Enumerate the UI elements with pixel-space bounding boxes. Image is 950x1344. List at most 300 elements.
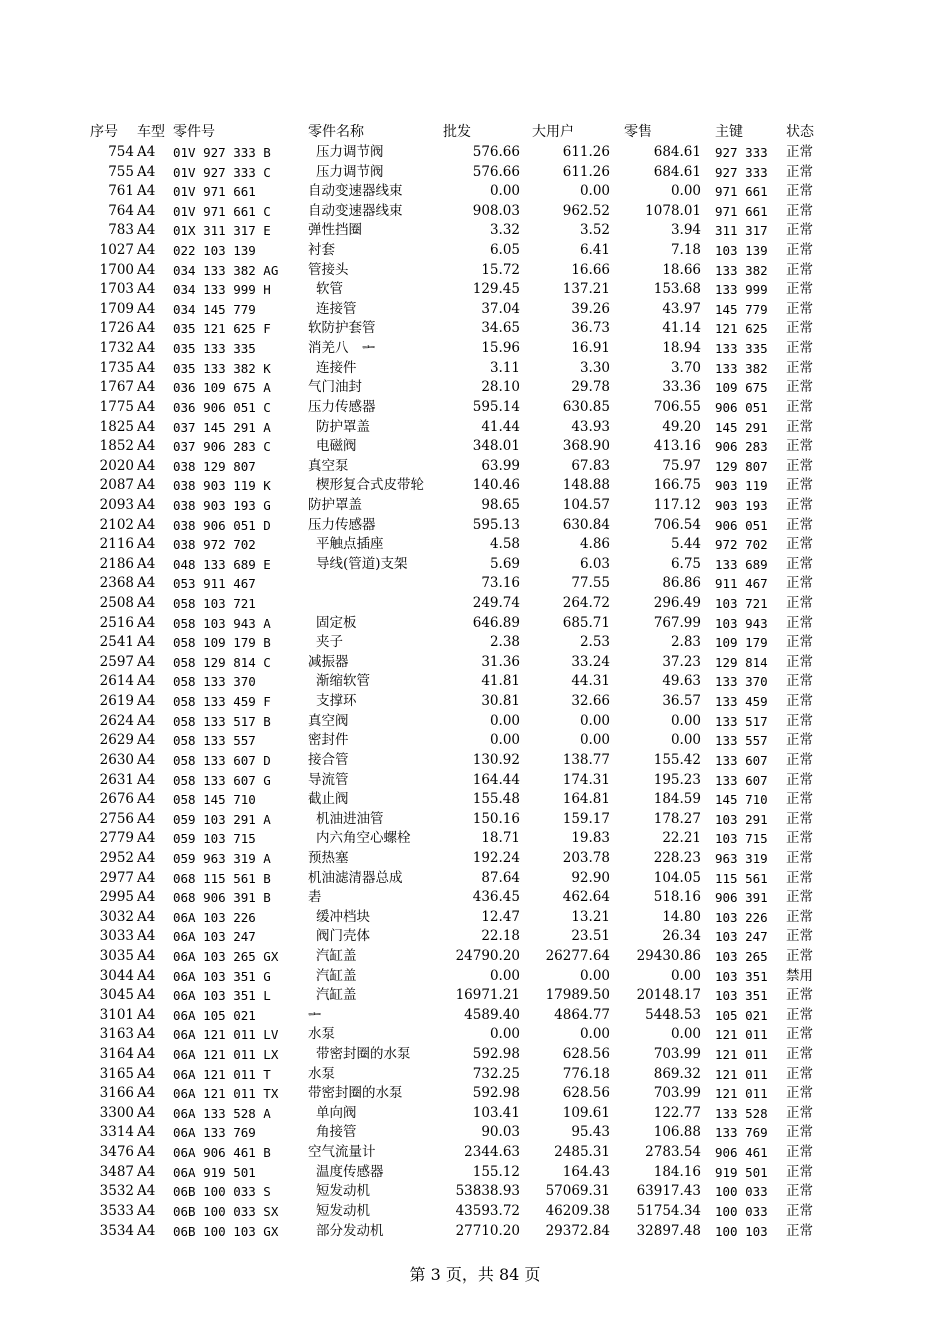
cell-wholesale: 41.44 <box>481 418 520 435</box>
cell-key: 129 807 <box>715 458 768 474</box>
cell-model: A4 <box>137 438 156 455</box>
cell-part-no: 06A 103 351 G <box>173 968 271 984</box>
cell-model: A4 <box>137 379 156 396</box>
cell-part-no: 06A 906 461 B <box>173 1145 271 1161</box>
cell-part-no: 037 906 283 C <box>173 439 271 455</box>
cell-big-user: 4.86 <box>579 536 610 553</box>
cell-big-user: 611.26 <box>562 163 610 180</box>
cell-retail: 32897.48 <box>636 1222 701 1239</box>
cell-wholesale: 103.41 <box>472 1104 520 1121</box>
table-row <box>0 1202 950 1222</box>
cell-model: A4 <box>137 732 156 749</box>
cell-wholesale: 53838.93 <box>455 1183 520 1200</box>
cell-wholesale: 63.99 <box>481 457 520 474</box>
cell-key: 133 382 <box>715 262 768 278</box>
cell-part-no: 06A 133 769 <box>173 1125 256 1141</box>
cell-part-no: 038 129 807 <box>173 458 256 474</box>
cell-status: 正常 <box>786 222 813 239</box>
cell-wholesale: 0.00 <box>489 732 520 749</box>
cell-big-user: 0.00 <box>579 183 610 200</box>
cell-key: 133 459 <box>715 694 768 710</box>
cell-status: 正常 <box>786 144 813 160</box>
cell-status: 正常 <box>786 712 813 729</box>
cell-big-user: 36.73 <box>571 320 610 337</box>
cell-big-user: 13.21 <box>571 908 610 925</box>
cell-part-no: 034 145 779 <box>173 301 256 317</box>
cell-big-user: 6.41 <box>579 242 610 259</box>
cell-model: A4 <box>137 536 156 553</box>
cell-wholesale: 0.00 <box>489 967 520 984</box>
cell-model: A4 <box>137 810 156 827</box>
cell-seq: 3300 <box>99 1104 134 1121</box>
cell-model: A4 <box>137 1183 156 1200</box>
table-row <box>0 418 950 438</box>
cell-big-user: 16.91 <box>571 340 610 357</box>
cell-key: 103 721 <box>715 596 768 612</box>
cell-retail: 153.68 <box>653 281 701 298</box>
cell-big-user: 3.30 <box>579 359 610 376</box>
cell-big-user: 174.31 <box>562 771 610 788</box>
cell-model: A4 <box>137 1124 156 1141</box>
table-row <box>0 437 950 457</box>
cell-big-user: 630.85 <box>562 398 610 415</box>
cell-key: 103 351 <box>715 968 768 984</box>
cell-big-user: 611.26 <box>562 144 610 160</box>
cell-big-user: 159.17 <box>562 810 610 827</box>
cell-part-no: 058 103 943 A <box>173 615 271 631</box>
table-row <box>0 339 950 359</box>
cell-name: 减振器 <box>308 653 349 670</box>
cell-big-user: 104.57 <box>562 496 610 513</box>
cell-retail: 684.61 <box>653 144 701 160</box>
cell-big-user: 44.31 <box>571 673 610 690</box>
cell-wholesale: 155.48 <box>472 791 520 808</box>
cell-model: A4 <box>137 1046 156 1063</box>
cell-big-user: 164.81 <box>562 791 610 808</box>
cell-wholesale: 732.25 <box>472 1065 520 1082</box>
cell-status: 正常 <box>786 536 813 553</box>
cell-part-no: 058 103 721 <box>173 596 256 612</box>
cell-name: 压力调节阀 <box>316 163 384 180</box>
cell-retail: 5.44 <box>670 536 701 553</box>
cell-status: 正常 <box>786 1183 813 1200</box>
cell-name: 角接管 <box>316 1124 357 1141</box>
cell-wholesale: 87.64 <box>481 869 520 886</box>
cell-seq: 2756 <box>99 810 134 827</box>
cell-status: 正常 <box>786 673 813 690</box>
cell-status: 正常 <box>786 751 813 768</box>
cell-model: A4 <box>137 1104 156 1121</box>
cell-part-no: 058 133 607 D <box>173 752 271 768</box>
cell-seq: 2093 <box>99 496 134 513</box>
cell-retail: 36.57 <box>662 693 701 710</box>
table-row <box>0 496 950 516</box>
cell-seq: 2631 <box>99 771 134 788</box>
cell-retail: 706.54 <box>653 516 701 533</box>
cell-wholesale: 249.74 <box>472 595 520 612</box>
cell-model: A4 <box>137 869 156 886</box>
cell-model: A4 <box>137 751 156 768</box>
cell-part-no: 059 103 715 <box>173 831 256 847</box>
cell-model: A4 <box>137 457 156 474</box>
table-row <box>0 1065 950 1085</box>
cell-key: 103 226 <box>715 909 768 925</box>
cell-retail: 3.94 <box>670 222 701 239</box>
table-row <box>0 1084 950 1104</box>
cell-wholesale: 5.69 <box>489 555 520 572</box>
cell-wholesale: 0.00 <box>489 712 520 729</box>
cell-key: 927 333 <box>715 145 768 160</box>
cell-wholesale: 15.72 <box>481 261 520 278</box>
cell-name: 夹子 <box>316 634 343 651</box>
cell-key: 133 999 <box>715 282 768 298</box>
cell-seq: 3534 <box>99 1222 134 1239</box>
cell-key: 963 319 <box>715 850 768 866</box>
cell-key: 903 193 <box>715 497 768 513</box>
cell-wholesale: 4589.40 <box>464 1006 520 1023</box>
table-row <box>0 594 950 614</box>
cell-status: 正常 <box>786 496 813 513</box>
cell-big-user: 26277.64 <box>545 947 610 964</box>
table-row <box>0 1045 950 1065</box>
cell-retail: 0.00 <box>670 1026 701 1043</box>
cell-model: A4 <box>137 261 156 278</box>
cell-big-user: 39.26 <box>571 300 610 317</box>
cell-name: 内六角空心螺栓 <box>316 830 411 847</box>
cell-retail: 0.00 <box>670 967 701 984</box>
cell-big-user: 57069.31 <box>545 1183 610 1200</box>
cell-part-no: 06A 133 528 A <box>173 1105 271 1121</box>
cell-model: A4 <box>137 398 156 415</box>
cell-wholesale: 592.98 <box>472 1085 520 1102</box>
cell-big-user: 2.53 <box>579 634 610 651</box>
cell-model: A4 <box>137 359 156 376</box>
table-row <box>0 908 950 928</box>
cell-name: 接合管 <box>308 751 349 768</box>
cell-key: 145 710 <box>715 792 768 808</box>
cell-seq: 3314 <box>99 1124 134 1141</box>
header-model: 车型 <box>137 124 165 140</box>
cell-big-user: 628.56 <box>562 1046 610 1063</box>
cell-key: 133 607 <box>715 752 768 768</box>
table-row <box>0 398 950 418</box>
cell-name: 预热塞 <box>308 849 349 866</box>
cell-status: 正常 <box>786 555 813 572</box>
cell-status: 正常 <box>786 1046 813 1063</box>
cell-seq: 2630 <box>99 751 134 768</box>
cell-name: 空气流量计 <box>308 1144 376 1161</box>
cell-status: 正常 <box>786 1202 813 1219</box>
cell-big-user: 0.00 <box>579 732 610 749</box>
cell-model: A4 <box>137 496 156 513</box>
cell-name: 水泵 <box>308 1026 335 1043</box>
cell-seq: 3044 <box>99 967 134 984</box>
header-seq: 序号 <box>90 124 118 140</box>
cell-name: 软防护套管 <box>308 320 376 337</box>
cell-seq: 2977 <box>99 869 134 886</box>
cell-part-no: 01V 971 661 <box>173 184 256 200</box>
cell-part-no: 038 972 702 <box>173 537 256 553</box>
table-row <box>0 535 950 555</box>
cell-wholesale: 192.24 <box>472 849 520 866</box>
cell-name: 单向阀 <box>316 1104 357 1121</box>
cell-model: A4 <box>137 830 156 847</box>
cell-name: 带密封圈的水泵 <box>316 1046 411 1063</box>
cell-wholesale: 4.58 <box>489 536 520 553</box>
cell-model: A4 <box>137 928 156 945</box>
cell-name: 密封件 <box>308 732 349 749</box>
cell-part-no: 06B 100 033 SX <box>173 1203 279 1219</box>
table-row <box>0 300 950 320</box>
cell-part-no: 058 133 370 <box>173 674 256 690</box>
cell-status: 正常 <box>786 300 813 317</box>
cell-status: 正常 <box>786 908 813 925</box>
table-row <box>0 1143 950 1163</box>
cell-retail: 41.14 <box>662 320 701 337</box>
cell-key: 133 769 <box>715 1125 768 1141</box>
cell-model: A4 <box>137 1163 156 1180</box>
cell-seq: 3164 <box>99 1046 134 1063</box>
cell-retail: 75.97 <box>662 457 701 474</box>
cell-status: 正常 <box>786 340 813 357</box>
cell-seq: 2624 <box>99 712 134 729</box>
header-retail: 零售 <box>624 124 652 140</box>
cell-retail: 166.75 <box>653 477 701 494</box>
cell-wholesale: 2.38 <box>489 634 520 651</box>
cell-status: 正常 <box>786 261 813 278</box>
cell-part-no: 038 903 193 G <box>173 497 271 513</box>
cell-retail: 767.99 <box>653 614 701 631</box>
cell-model: A4 <box>137 889 156 906</box>
cell-wholesale: 98.65 <box>481 496 520 513</box>
table-row <box>0 869 950 889</box>
cell-part-no: 058 133 557 <box>173 733 256 749</box>
cell-status: 正常 <box>786 1006 813 1023</box>
cell-name: 消羌八 ᆂ <box>308 340 376 357</box>
cell-part-no: 06A 121 011 LV <box>173 1027 279 1043</box>
cell-big-user: 6.03 <box>579 555 610 572</box>
cell-retail: 178.27 <box>653 810 701 827</box>
cell-model: A4 <box>137 242 156 259</box>
cell-part-no: 06B 100 033 S <box>173 1184 271 1200</box>
cell-status: 正常 <box>786 438 813 455</box>
cell-key: 121 011 <box>715 1066 768 1082</box>
header-wholesale: 批发 <box>443 124 471 140</box>
cell-name: 水泵 <box>308 1065 335 1082</box>
cell-name: 固定板 <box>316 614 357 631</box>
table-row <box>0 967 950 987</box>
header-name: 零件名称 <box>308 124 364 140</box>
cell-wholesale: 348.01 <box>472 438 520 455</box>
cell-retail: 5448.53 <box>645 1006 701 1023</box>
cell-wholesale: 164.44 <box>472 771 520 788</box>
cell-name: 压力传感器 <box>308 398 376 415</box>
cell-model: A4 <box>137 614 156 631</box>
table-row <box>0 849 950 869</box>
cell-retail: 0.00 <box>670 732 701 749</box>
cell-status: 正常 <box>786 849 813 866</box>
table-row <box>0 359 950 379</box>
cell-status: 正常 <box>786 1124 813 1141</box>
cell-big-user: 137.21 <box>562 281 610 298</box>
cell-seq: 783 <box>108 222 134 239</box>
cell-retail: 63917.43 <box>636 1183 701 1200</box>
cell-part-no: 038 903 119 K <box>173 478 271 494</box>
cell-part-no: 058 109 179 B <box>173 635 271 651</box>
table-row <box>0 653 950 673</box>
table-row <box>0 692 950 712</box>
cell-seq: 2116 <box>99 536 134 553</box>
table-row <box>0 143 950 163</box>
cell-status: 正常 <box>786 987 813 1004</box>
cell-key: 133 689 <box>715 556 768 572</box>
cell-seq: 3165 <box>99 1065 134 1082</box>
cell-big-user: 23.51 <box>571 928 610 945</box>
cell-name: 管接头 <box>308 261 349 278</box>
cell-wholesale: 130.92 <box>472 751 520 768</box>
cell-key: 109 675 <box>715 380 768 396</box>
cell-wholesale: 129.45 <box>472 281 520 298</box>
cell-key: 103 715 <box>715 831 768 847</box>
cell-seq: 2597 <box>99 653 134 670</box>
cell-retail: 86.86 <box>662 575 701 592</box>
table-row <box>0 555 950 575</box>
table-row <box>0 1025 950 1045</box>
cell-model: A4 <box>137 340 156 357</box>
cell-model: A4 <box>137 908 156 925</box>
cell-retail: 195.23 <box>653 771 701 788</box>
cell-part-no: 06A 121 011 TX <box>173 1086 279 1102</box>
cell-big-user: 164.43 <box>562 1163 610 1180</box>
cell-key: 100 033 <box>715 1184 768 1200</box>
cell-key: 121 011 <box>715 1086 768 1102</box>
cell-retail: 106.88 <box>653 1124 701 1141</box>
table-row <box>0 1182 950 1202</box>
cell-retail: 20148.17 <box>636 987 701 1004</box>
cell-seq: 1825 <box>99 418 134 435</box>
cell-part-no: 059 963 319 A <box>173 850 271 866</box>
cell-part-no: 053 911 467 <box>173 576 256 592</box>
cell-retail: 3.70 <box>670 359 701 376</box>
cell-retail: 18.94 <box>662 340 701 357</box>
cell-status: 正常 <box>786 457 813 474</box>
cell-part-no: 036 109 675 A <box>173 380 271 396</box>
cell-model: A4 <box>137 967 156 984</box>
cell-part-no: 034 133 999 H <box>173 282 271 298</box>
cell-name: 导流管 <box>308 771 349 788</box>
cell-seq: 2629 <box>99 732 134 749</box>
cell-status: 正常 <box>786 320 813 337</box>
cell-key: 133 370 <box>715 674 768 690</box>
cell-part-no: 01X 311 317 E <box>173 223 271 239</box>
cell-seq: 2368 <box>99 575 134 592</box>
cell-name: 压力调节阀 <box>316 144 384 160</box>
cell-status: 正常 <box>786 1163 813 1180</box>
cell-big-user: 43.93 <box>571 418 610 435</box>
cell-retail: 684.61 <box>653 163 701 180</box>
cell-key: 133 557 <box>715 733 768 749</box>
cell-wholesale: 15.96 <box>481 340 520 357</box>
cell-key: 971 661 <box>715 184 768 200</box>
cell-name: 汽缸盖 <box>316 987 357 1004</box>
cell-model: A4 <box>137 477 156 494</box>
cell-seq: 2102 <box>99 516 134 533</box>
cell-status: 正常 <box>786 889 813 906</box>
cell-retail: 7.18 <box>670 242 701 259</box>
cell-status: 正常 <box>786 791 813 808</box>
cell-status: 正常 <box>786 1065 813 1082</box>
cell-big-user: 776.18 <box>562 1065 610 1082</box>
cell-model: A4 <box>137 1006 156 1023</box>
cell-part-no: 01V 927 333 B <box>173 145 271 160</box>
cell-big-user: 685.71 <box>562 614 610 631</box>
cell-key: 903 119 <box>715 478 768 494</box>
cell-key: 121 011 <box>715 1047 768 1063</box>
cell-retail: 184.59 <box>653 791 701 808</box>
cell-big-user: 16.66 <box>571 261 610 278</box>
cell-name: 砉 <box>308 889 322 906</box>
cell-status: 正常 <box>786 359 813 376</box>
cell-seq: 3166 <box>99 1085 134 1102</box>
cell-model: A4 <box>137 595 156 612</box>
cell-part-no: 01V 971 661 C <box>173 203 271 219</box>
cell-model: A4 <box>137 693 156 710</box>
cell-status: 正常 <box>786 869 813 886</box>
cell-key: 311 317 <box>715 223 768 239</box>
cell-retail: 49.63 <box>662 673 701 690</box>
cell-big-user: 0.00 <box>579 712 610 729</box>
cell-retail: 2783.54 <box>645 1144 701 1161</box>
cell-wholesale: 6.05 <box>489 242 520 259</box>
cell-key: 133 382 <box>715 360 768 376</box>
cell-wholesale: 150.16 <box>472 810 520 827</box>
cell-model: A4 <box>137 320 156 337</box>
cell-status: 正常 <box>786 281 813 298</box>
cell-model: A4 <box>137 634 156 651</box>
cell-key: 906 461 <box>715 1145 768 1161</box>
table-header <box>0 121 950 141</box>
cell-status: 正常 <box>786 183 813 200</box>
cell-big-user: 92.90 <box>571 869 610 886</box>
cell-name: 阀门壳体 <box>316 928 370 945</box>
cell-big-user: 962.52 <box>562 202 610 219</box>
cell-wholesale: 0.00 <box>489 183 520 200</box>
page-footer: 第 3 页，共 84 页 <box>409 1265 541 1284</box>
cell-status: 正常 <box>786 477 813 494</box>
cell-name: 真空阀 <box>308 712 349 729</box>
header-key: 主键 <box>715 124 743 140</box>
cell-part-no: 022 103 139 <box>173 243 256 259</box>
cell-key: 911 467 <box>715 576 768 592</box>
cell-name: 真空泵 <box>308 457 349 474</box>
cell-key: 145 291 <box>715 419 768 435</box>
table-row <box>0 202 950 222</box>
cell-retail: 22.21 <box>662 830 701 847</box>
table-row <box>0 319 950 339</box>
cell-name: 渐缩软管 <box>316 673 370 690</box>
cell-seq: 764 <box>108 202 134 219</box>
table-row <box>0 1006 950 1026</box>
cell-wholesale: 90.03 <box>481 1124 520 1141</box>
cell-seq: 755 <box>108 163 134 180</box>
cell-name: 软管 <box>316 281 343 298</box>
table-row <box>0 261 950 281</box>
cell-key: 100 033 <box>715 1203 768 1219</box>
cell-wholesale: 43593.72 <box>455 1202 520 1219</box>
cell-status: 正常 <box>786 1222 813 1239</box>
header-status: 状态 <box>786 124 814 140</box>
cell-part-no: 06A 103 265 GX <box>173 948 279 964</box>
